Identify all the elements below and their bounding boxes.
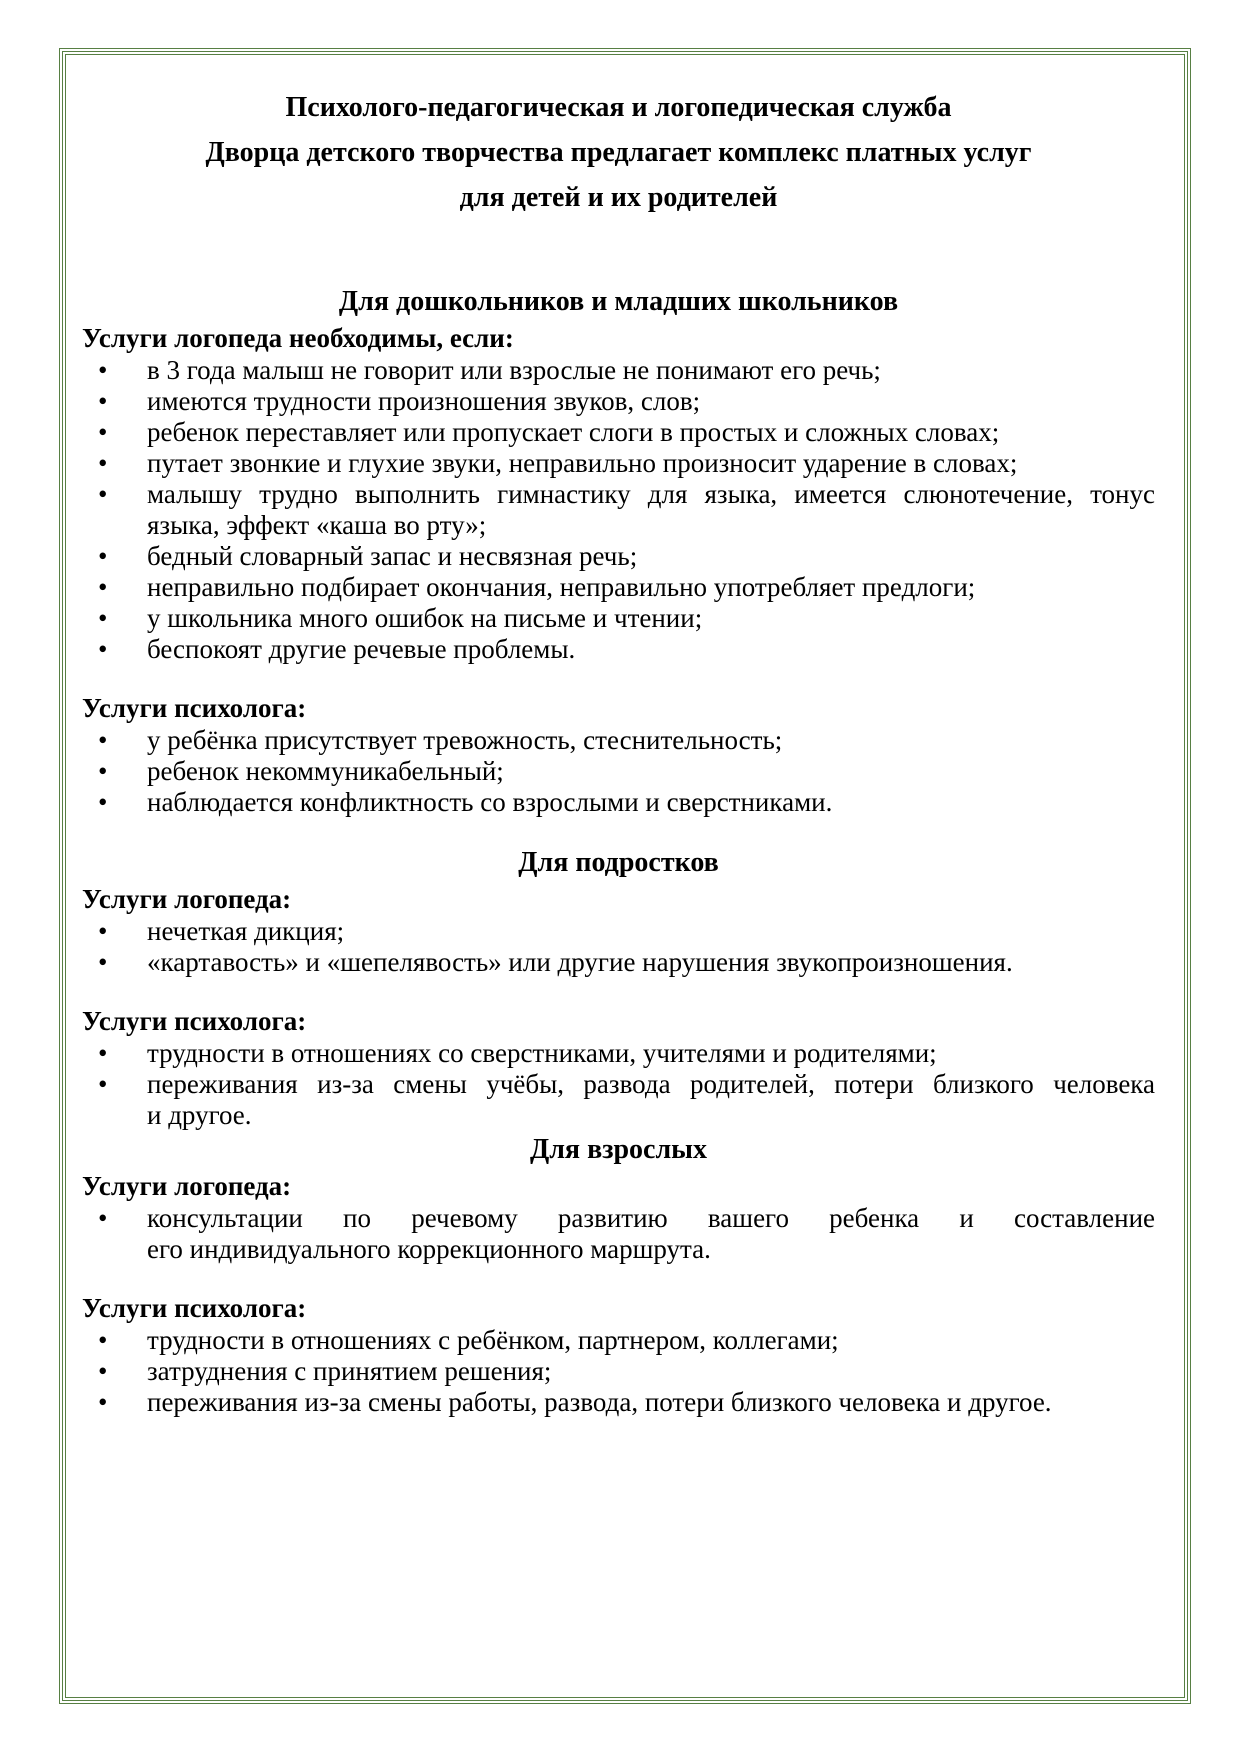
list-item-text: языка, эффект «каша во рту»; [147, 510, 487, 540]
bullet-marker-icon [98, 355, 118, 386]
bullet-marker-icon [98, 634, 118, 665]
list-item-text: «картавость» и «шепелявость» или другие нарушения звукопроизношения. [147, 947, 1013, 977]
list-item-text: затруднения с принятием решения; [147, 1356, 552, 1386]
decorative-border-frame [65, 54, 1185, 1698]
bullet-list [82, 1203, 1155, 1265]
section-heading-adults: Для взрослых [529, 1134, 708, 1165]
subheading-speech-therapist: Услуги логопеда необходимы, если: [82, 323, 514, 353]
list-item-text: трудности в отношениях со сверстниками, учителями и родителями; [147, 1038, 937, 1068]
list-item [82, 479, 1155, 541]
list-item [82, 1203, 1155, 1265]
list-item [82, 572, 1155, 603]
subheading-speech-therapist: Услуги логопеда: [82, 1171, 292, 1201]
list-item-text: неправильно подбирает окончания, неправильно употребляет предлоги; [147, 572, 976, 602]
bullet-marker-icon [98, 1387, 118, 1418]
list-item-text: переживания из-за смены учёбы, развода родителей, потери близкого человека [147, 1069, 1155, 1099]
list-item-text: его индивидуального коррекционного маршрута. [147, 1234, 711, 1264]
bullet-marker-icon [98, 756, 118, 787]
list-item-text: в 3 года малыш не говорит или взрослые не понимают его речь; [147, 355, 881, 385]
list-item [82, 634, 1155, 665]
bullet-list [82, 1038, 1155, 1131]
list-item-text: переживания из-за смены работы, развода, потери близкого человека и другое. [147, 1387, 1052, 1417]
bullet-list [82, 1325, 1155, 1418]
subheading-psychologist: Услуги психолога: [82, 693, 307, 723]
title-line: Дворца детского творчества предлагает комплекс платных услуг [205, 137, 1032, 168]
list-item [82, 417, 1155, 448]
bullet-marker-icon [98, 725, 118, 756]
document-content [66, 55, 1184, 1697]
list-item [82, 1356, 1155, 1387]
list-item [82, 916, 1155, 947]
bullet-marker-icon [98, 1038, 118, 1069]
list-item-text: у школьника много ошибок на письме и чтении; [147, 603, 703, 633]
list-item [82, 541, 1155, 572]
section-heading-preschoolers: Для дошкольников и младших школьников [338, 286, 899, 317]
title-line: Психолого-педагогическая и логопедическая служба [285, 92, 952, 123]
list-item-text: ребенок переставляет или пропускает слоги в простых и сложных словах; [147, 417, 1000, 447]
list-item-text: и другое. [147, 1100, 252, 1130]
list-item-text: малышу трудно выполнить гимнастику для языка, имеется слюнотечение, тонус [147, 479, 1155, 509]
list-item [82, 386, 1155, 417]
bullet-marker-icon [98, 572, 118, 603]
list-item-text: имеются трудности произношения звуков, слов; [147, 386, 701, 416]
list-item-text: у ребёнка присутствует тревожность, стеснительность; [147, 725, 783, 755]
list-item-text: консультации по речевому развитию вашего ребенка и составление [147, 1203, 1155, 1233]
list-item-text: наблюдается конфликтность со взрослыми и сверстниками. [147, 787, 833, 817]
list-item-text: путает звонкие и глухие звуки, неправильно произносит ударение в словах; [147, 448, 1018, 478]
subheading-psychologist: Услуги психолога: [82, 1006, 307, 1036]
bullet-marker-icon [98, 787, 118, 818]
bullet-marker-icon [98, 541, 118, 572]
list-item-text: бедный словарный запас и несвязная речь; [147, 541, 638, 571]
list-item [82, 947, 1155, 978]
list-item-text: нечеткая дикция; [147, 916, 345, 946]
bullet-marker-icon [98, 1203, 118, 1234]
title-line: для детей и их родителей [459, 182, 778, 213]
list-item-text: ребенок некоммуникабельный; [147, 756, 504, 786]
list-item [82, 1325, 1155, 1356]
bullet-marker-icon [98, 916, 118, 947]
list-item [82, 1069, 1155, 1131]
bullet-marker-icon [98, 1356, 118, 1387]
bullet-marker-icon [98, 1325, 118, 1356]
bullet-marker-icon [98, 479, 118, 510]
list-item [82, 787, 1155, 818]
bullet-marker-icon [98, 603, 118, 634]
list-item [82, 448, 1155, 479]
subheading-psychologist: Услуги психолога: [82, 1293, 307, 1323]
list-item [82, 355, 1155, 386]
bullet-marker-icon [98, 947, 118, 978]
section-heading-teenagers: Для подростков [518, 847, 719, 878]
bullet-marker-icon [98, 386, 118, 417]
list-item [82, 756, 1155, 787]
list-item-text: беспокоят другие речевые проблемы. [147, 634, 576, 664]
bullet-list [82, 355, 1155, 665]
bullet-marker-icon [98, 417, 118, 448]
list-item [82, 1387, 1155, 1418]
subheading-speech-therapist: Услуги логопеда: [82, 884, 292, 914]
list-item [82, 725, 1155, 756]
list-item [82, 603, 1155, 634]
bullet-list [82, 916, 1155, 978]
title-block [82, 89, 1155, 217]
bullet-marker-icon [98, 448, 118, 479]
bullet-marker-icon [98, 1069, 118, 1100]
bullet-list [82, 725, 1155, 818]
list-item-text: трудности в отношениях с ребёнком, партнером, коллегами; [147, 1325, 839, 1355]
list-item [82, 1038, 1155, 1069]
